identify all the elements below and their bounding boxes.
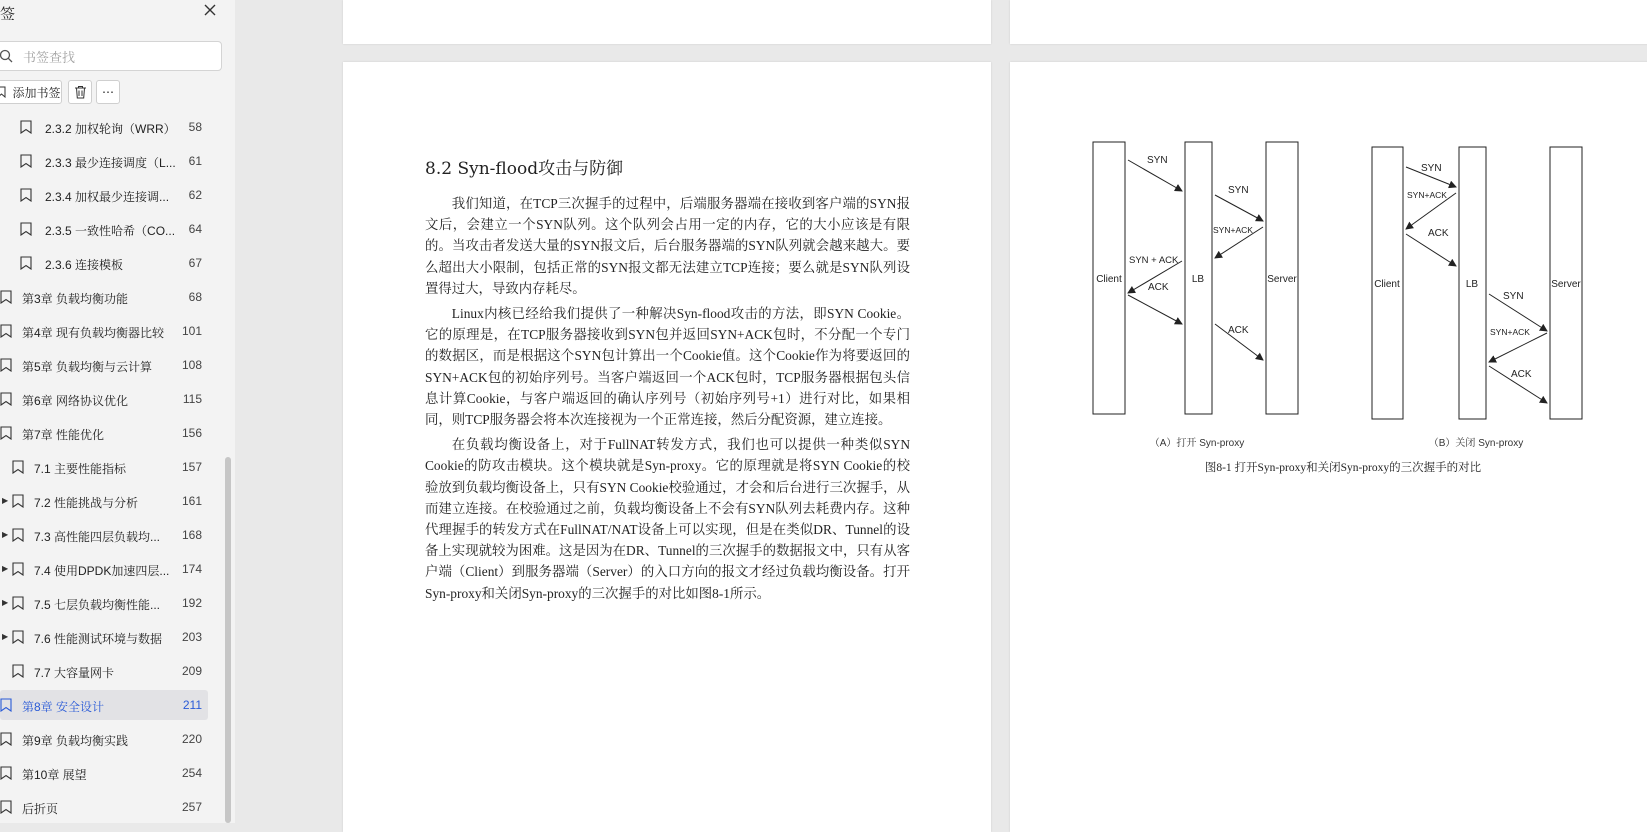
bookmark-icon: [12, 664, 24, 678]
a-syn1-label: SYN: [1147, 155, 1168, 166]
bookmark-icon: [20, 154, 32, 168]
a-caption: （A）打开 Syn-proxy: [1149, 438, 1245, 449]
bookmark-item[interactable]: [0, 690, 208, 720]
b-syn2-label: SYN: [1503, 291, 1524, 302]
search-input[interactable]: [21, 46, 215, 68]
bookmark-icon: [0, 290, 12, 304]
b-synack1-label: SYN+ACK: [1407, 190, 1447, 200]
bookmark-icon: [0, 358, 12, 372]
bookmark-label: 第4章 现有负载均衡器比较: [22, 326, 165, 340]
bookmark-page: 161: [181, 494, 202, 508]
expand-arrow-icon[interactable]: ▶: [2, 632, 9, 641]
bookmark-item[interactable]: [0, 792, 208, 822]
bookmark-page: 168: [181, 528, 202, 542]
bookmark-item[interactable]: [0, 350, 208, 380]
bookmark-item[interactable]: [0, 588, 208, 618]
b-arrow-synack2: [1489, 333, 1547, 362]
a-client-label: Client: [1096, 274, 1122, 285]
a-lb-label: LB: [1191, 274, 1205, 285]
bookmark-page: 257: [181, 800, 202, 814]
bookmark-icon: [12, 630, 24, 644]
expand-arrow-icon[interactable]: ▶: [2, 598, 9, 607]
sidebar-scrollbar[interactable]: [225, 457, 231, 823]
bookmark-icon: [20, 222, 32, 236]
expand-arrow-icon[interactable]: ▶: [2, 496, 9, 505]
sidebar-title: 签: [0, 6, 16, 23]
bookmark-item[interactable]: [0, 724, 208, 754]
bookmark-item[interactable]: [0, 316, 208, 346]
add-bookmark-button[interactable]: [0, 80, 62, 104]
bookmark-page: 108: [181, 358, 202, 372]
bookmark-page: 67: [188, 256, 202, 270]
bookmark-icon: [0, 86, 6, 98]
a-synack2-label: SYN + ACK: [1129, 255, 1179, 266]
b-ack1-label: ACK: [1428, 228, 1449, 239]
bookmark-icon: [0, 392, 12, 406]
bookmark-label: 7.7 大容量网卡: [34, 666, 115, 680]
b-caption: （B）关闭 Syn-proxy: [1428, 438, 1524, 449]
bookmark-icon: [0, 698, 12, 712]
bookmark-label: 后折页: [22, 802, 59, 816]
expand-arrow-icon[interactable]: ▶: [2, 530, 9, 539]
more-icon: ⋯: [102, 85, 114, 99]
syn-proxy-diagram: [1085, 135, 1605, 455]
bookmark-item[interactable]: [0, 656, 208, 686]
delete-bookmark-button[interactable]: [68, 80, 92, 104]
bookmark-page: 157: [181, 460, 202, 474]
bookmark-icon: [12, 528, 24, 542]
bookmark-icon: [20, 120, 32, 134]
bookmark-item[interactable]: [0, 384, 208, 414]
bookmark-item[interactable]: [0, 248, 208, 278]
bookmark-label: 7.6 性能测试环境与数据: [34, 632, 163, 646]
bookmark-label: 第3章 负载均衡功能: [22, 292, 129, 306]
bookmark-icon: [20, 188, 32, 202]
b-client-label: Client: [1374, 279, 1400, 290]
close-icon[interactable]: [203, 3, 217, 22]
bookmark-page: 64: [188, 222, 202, 236]
bookmark-page: 58: [188, 120, 202, 134]
bookmark-item[interactable]: [0, 758, 208, 788]
bookmark-icon: [12, 494, 24, 508]
bookmark-item[interactable]: [0, 418, 208, 448]
bookmark-label: 7.4 使用DPDK加速四层...: [34, 564, 170, 578]
bookmark-icon: [0, 800, 12, 814]
bookmark-item[interactable]: [0, 180, 208, 210]
b-synack2-label: SYN+ACK: [1490, 327, 1530, 337]
bookmark-page: 254: [181, 766, 202, 780]
bookmark-label: 7.1 主要性能指标: [34, 462, 127, 476]
bookmark-label: 7.5 七层负载均衡性能...: [34, 598, 161, 612]
section-title: 8.2 Syn-flood攻击与防御: [425, 159, 624, 179]
bookmark-icon: [0, 732, 12, 746]
bookmark-icon: [20, 256, 32, 270]
page-top-left: [343, 0, 991, 44]
bookmark-item[interactable]: [0, 554, 208, 584]
b-lb-label: LB: [1465, 279, 1479, 290]
bookmark-sidebar: [0, 0, 235, 823]
bookmark-page: 115: [182, 392, 202, 406]
bookmark-label: 2.3.2 加权轮询（WRR）: [45, 122, 176, 136]
bookmark-label: 第7章 性能优化: [22, 428, 105, 442]
bookmark-icon: [12, 596, 24, 610]
bookmark-item[interactable]: [0, 214, 208, 244]
bookmark-item[interactable]: [0, 622, 208, 652]
search-icon: [0, 49, 13, 63]
bookmark-icon: [12, 460, 24, 474]
bookmark-label: 2.3.4 加权最少连接调...: [45, 190, 170, 204]
bookmark-page: 209: [181, 664, 202, 678]
bookmark-page: 61: [188, 154, 202, 168]
bookmark-page: 156: [181, 426, 202, 440]
page-top-right: [1010, 0, 1647, 44]
bookmark-label: 2.3.5 一致性哈希（CO...: [45, 224, 176, 238]
b-syn1-label: SYN: [1421, 163, 1442, 174]
a-arrow-ack1: [1128, 295, 1182, 324]
bookmark-icon: [0, 766, 12, 780]
a-syn2-label: SYN: [1228, 185, 1249, 196]
bookmark-icon: [0, 426, 12, 440]
bookmark-page: 192: [181, 596, 202, 610]
bookmark-page: 203: [181, 630, 202, 644]
bookmark-item[interactable]: [0, 146, 208, 176]
more-options-button[interactable]: [96, 80, 120, 104]
bookmark-item[interactable]: [0, 452, 208, 482]
bookmark-search[interactable]: [0, 41, 222, 71]
bookmark-item[interactable]: [0, 112, 208, 142]
bookmark-label: 第9章 负载均衡实践: [22, 734, 129, 748]
bookmark-icon: [0, 324, 12, 338]
paragraph-1: 我们知道，在TCP三次握手的过程中，后端服务器端在接收到客户端的SYN报文后，会建立一个SYN队列。这个队列会占用一定的内存，它的大小应该是有限的。当攻击者发送大量的SYN报文后，后台服务器端的SYN队列就会越来越大。要么超出大小限制，包括正常的SYN报文都无法建立TCP连接；要么就是SYN队列设置得过大，导致内存耗尽。: [425, 196, 910, 296]
paragraph-3: 在负载均衡设备上，对于FullNAT转发方式，我们也可以提供一种类似SYN Cookie的防攻击模块。这个模块就是Syn-proxy。它的原理就是将SYN Cookie的校验放到负载均衡设备上，只有SYN Cookie校验通过，才会和后台进行三次握手，从而建立连接。在校验通过之前，负载均衡设备上不会有SYN队列去耗费内存。这种代理握手的转发方式在FullNAT/NAT设备上可以实现，但是在类似DR、Tunnel的设备上实现就较为困难。这是因为在DR、Tunnel的三次握手的数据报文中，只有从客户端（Client）到服务器端（Server）的入口方向的报文才经过负载均衡设备。打开Syn-proxy和关闭Syn-proxy的三次握手的对比如图8-1所示。: [425, 437, 910, 601]
a-server-label: Server: [1267, 274, 1297, 285]
bookmark-label: 7.2 性能挑战与分析: [34, 496, 139, 510]
bookmark-icon: [12, 562, 24, 576]
a-ack2-label: ACK: [1228, 325, 1249, 336]
bookmark-page: 68: [188, 290, 202, 304]
b-server-label: Server: [1551, 279, 1581, 290]
b-ack2-label: ACK: [1511, 369, 1532, 380]
bookmark-item[interactable]: [0, 486, 208, 516]
expand-arrow-icon[interactable]: ▶: [2, 564, 9, 573]
bookmark-label: 第10章 展望: [22, 768, 87, 782]
section-body: [425, 193, 910, 608]
bookmark-label: 第6章 网络协议优化: [22, 394, 129, 408]
bookmark-label: 7.3 高性能四层负载均...: [34, 530, 161, 544]
bookmark-page: 211: [182, 698, 202, 712]
add-bookmark-label: 添加书签: [12, 85, 61, 100]
bookmark-page: 62: [188, 188, 202, 202]
trash-icon: [74, 85, 87, 99]
bookmark-label: 第8章 安全设计: [22, 700, 105, 714]
bookmark-page: 174: [181, 562, 202, 576]
bookmark-label: 2.3.6 连接模板: [45, 258, 124, 272]
a-synack1-label: SYN+ACK: [1213, 225, 1253, 235]
bookmark-page: 220: [181, 732, 202, 746]
paragraph-2: Linux内核已经给我们提供了一种解决Syn-flood攻击的方法，即SYN Cookie。它的原理是，在TCP服务器接收到SYN包并返回SYN+ACK包时，不分配一个专门的数据区，而是根据这个SYN包计算出一个Cookie值。这个Cookie作为将要返回的SYN+ACK包的初始序列号。当客户端返回一个ACK包时，TCP服务器根据包头信息计算Cookie，与客户端返回的确认序列号（初始序列号+1）进行对比，如果相同，则TCP服务器会将本次连接视为一个正常连接，然后分配资源，建立连接。: [425, 306, 910, 428]
bookmark-label: 2.3.3 最少连接调度（L...: [45, 156, 176, 170]
a-ack1-label: ACK: [1148, 282, 1169, 293]
bookmark-label: 第5章 负载均衡与云计算: [22, 360, 153, 374]
bookmark-item[interactable]: [0, 282, 208, 312]
bookmark-page: 101: [181, 324, 202, 338]
a-arrow-syn2: [1215, 195, 1263, 221]
bookmark-item[interactable]: [0, 520, 208, 550]
figure-caption: 图8-1 打开Syn-proxy和关闭Syn-proxy的三次握手的对比: [1204, 462, 1482, 474]
